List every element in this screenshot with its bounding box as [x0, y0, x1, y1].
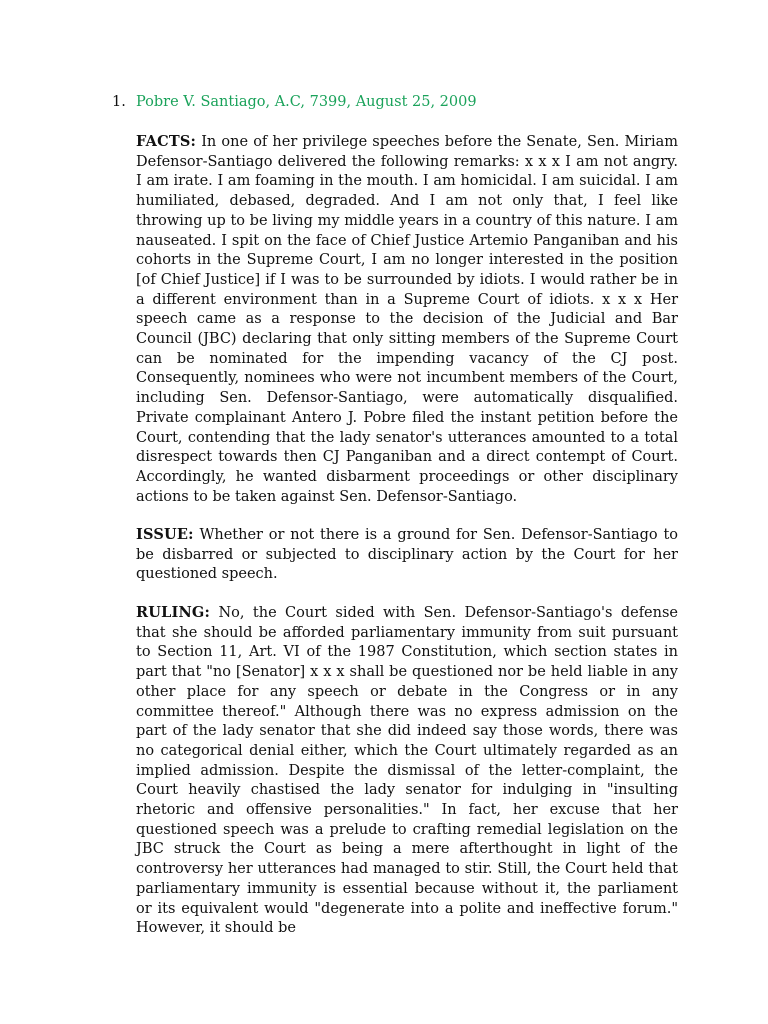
- ruling-section: [136, 603, 678, 939]
- issue-section: [136, 525, 678, 585]
- ruling-text: No, the Court sided with Sen. Defensor-Santiago's defense that she should be afforded parliamentary immunity from suit pursuant to Section 11, Art. VI of the 1987 Constitution, which section states in part that "no [Senator] x x x shall be questioned nor be held liable in any other place for any speech or debate in the Congress or in any committee thereof." Although there was no express admission on the part of the lady senator that she did indeed say those words, there was no categorical denial either, which the Court ultimately regarded as an implied admission. Despite the dismissal of the letter-complaint, the Court heavily chastised the lady senator for indulging in "insulting rhetoric and offensive personalities." In fact, her excuse that her questioned speech was a prelude to crafting remedial legislation on the JBC struck the Court as being a mere afterthought in light of the controversy her utterances had managed to stir. Still, the Court held that parliamentary immunity is essential because without it, the parliament or its equivalent would "degenerate into a polite and ineffective forum." However, it should be: [136, 605, 678, 937]
- case-title: Pobre V. Santiago, A.C, 7399, August 25, 2009: [136, 94, 477, 110]
- case-heading: [112, 92, 672, 112]
- facts-section: [136, 132, 678, 507]
- issue-label: ISSUE:: [136, 526, 194, 543]
- facts-text: In one of her privilege speeches before the Senate, Sen. Miriam Defensor-Santiago delivered the following remarks: x x x I am not angry. I am irate. I am foaming in the mouth. I am homicidal. I am suicidal. I am humiliated, debased, degraded. And I am not only that, I feel like throwing up to be living my middle years in a country of this nature. I am nauseated. I spit on the face of Chief Justice Artemio Panganiban and his cohorts in the Supreme Court, I am no longer interested in the position [of Chief Justice] if I was to be surrounded by idiots. I would rather be in a different environment than in a Supreme Court of idiots. x x x Her speech came as a response to the decision of the Judicial and Bar Council (JBC) declaring that only sitting members of the Supreme Court can be nominated for the impending vacancy of the CJ post. Consequently, nominees who were not incumbent members of the Court, including Sen. Defensor-Santiago, were automatically disqualified. Private complainant Antero J. Pobre filed the instant petition before the Court, contending that the lady senator's utterances amounted to a total disrespect towards then CJ Panganiban and a direct contempt of Court. Accordingly, he wanted disbarment proceedings or other disciplinary actions to be taken against Sen. Defensor-Santiago.: [136, 134, 678, 505]
- ruling-label: RULING:: [136, 604, 211, 621]
- facts-label: FACTS:: [136, 133, 197, 150]
- issue-text: Whether or not there is a ground for Sen. Defensor-Santiago to be disbarred or subjected to disciplinary action by the Court for her questioned speech.: [136, 527, 679, 583]
- item-number: 1.: [112, 94, 126, 110]
